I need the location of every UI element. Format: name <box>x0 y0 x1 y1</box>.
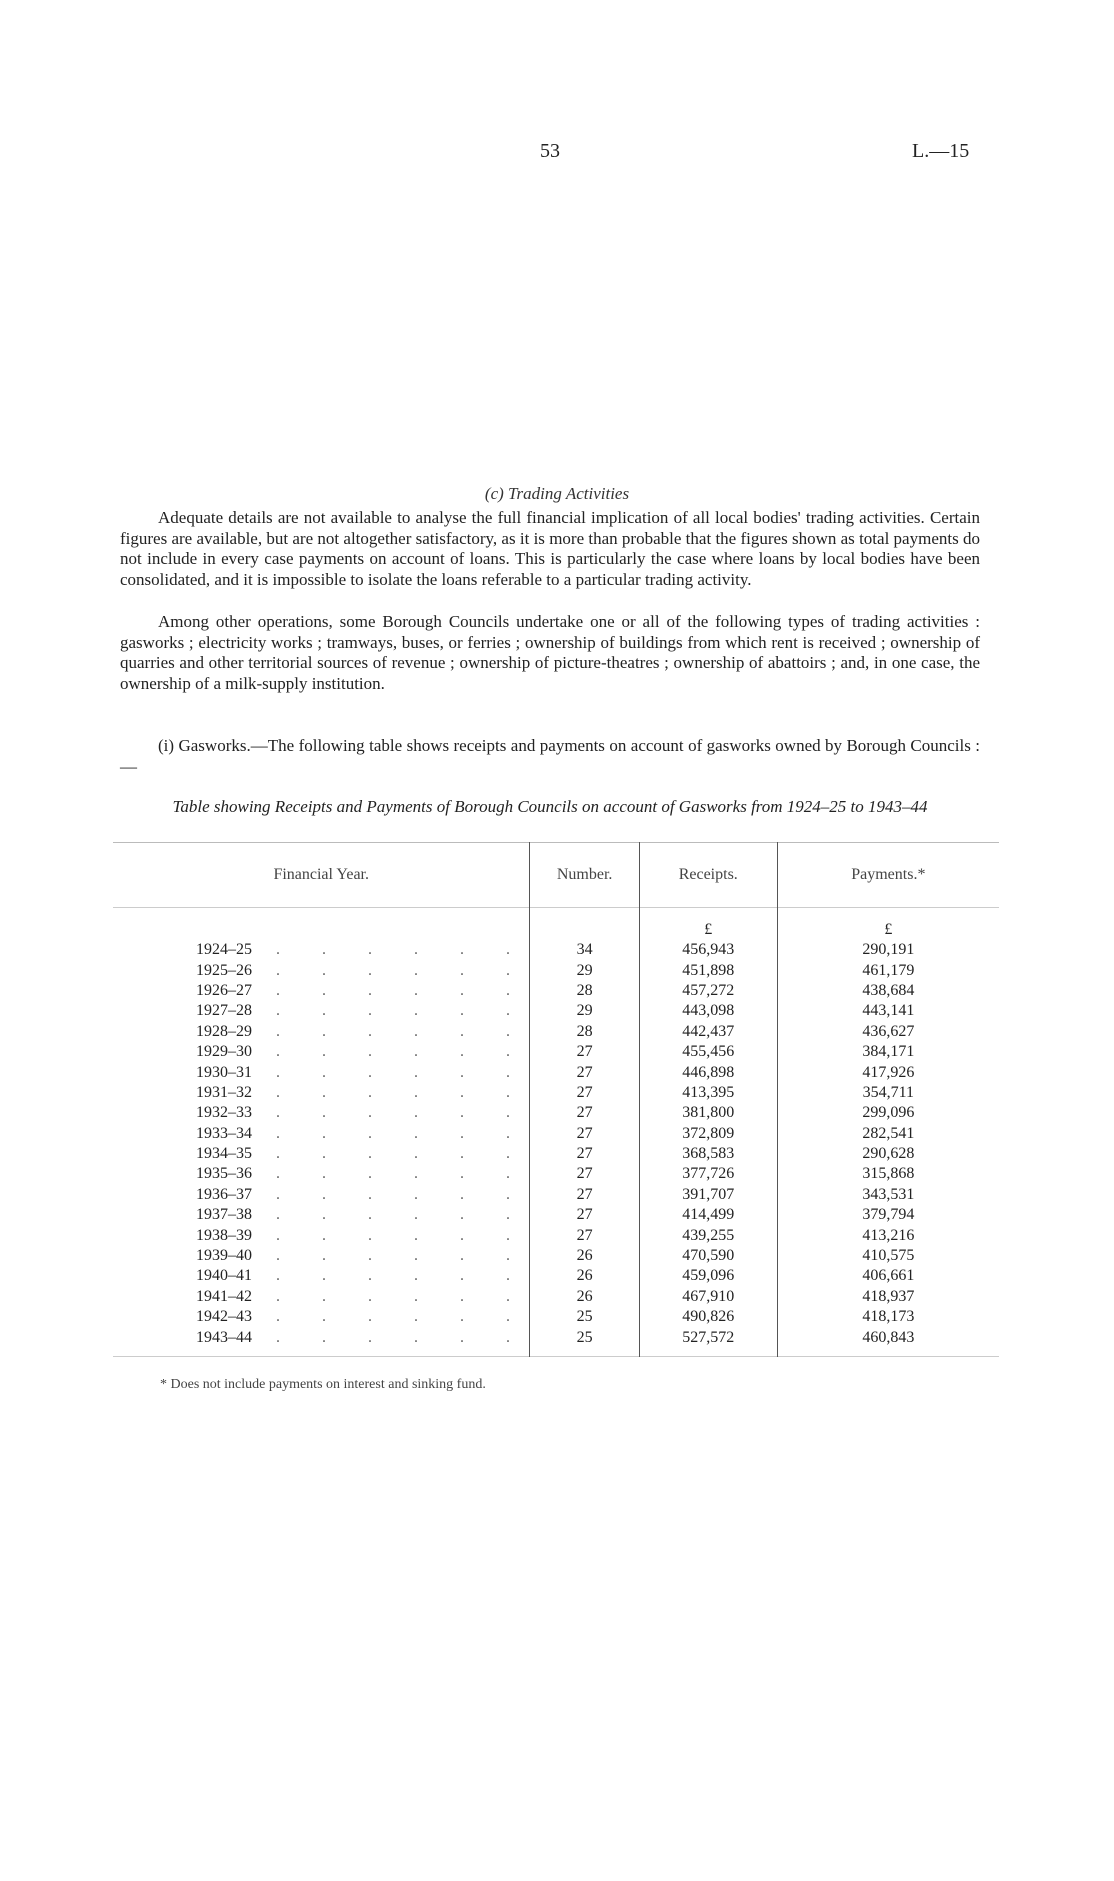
header-financial-year: Financial Year. <box>273 866 369 883</box>
leader-dots: . . . . . . <box>276 1287 514 1305</box>
cell-receipts: 527,572 <box>639 1327 777 1356</box>
table-row <box>113 981 999 1001</box>
leader-dots: . . . . . . <box>276 1002 514 1020</box>
cell-payments: 418,937 <box>777 1287 999 1307</box>
year-label: 1943–44 <box>196 1328 252 1346</box>
leader-dots: . . . . . . <box>276 961 514 979</box>
table-row <box>113 1083 999 1103</box>
year-label: 1924–25 <box>196 941 252 959</box>
year-label: 1932–33 <box>196 1104 252 1122</box>
cell-number: 27 <box>530 1083 639 1103</box>
cell-number: 27 <box>530 1225 639 1245</box>
table-row <box>113 1144 999 1164</box>
cell-receipts: 459,096 <box>639 1266 777 1286</box>
leader-dots: . . . . . . <box>276 1022 514 1040</box>
cell-payments: 384,171 <box>777 1042 999 1062</box>
cell-receipts: 443,098 <box>639 1001 777 1021</box>
cell-payments: 379,794 <box>777 1205 999 1225</box>
cell-year <box>113 981 530 1001</box>
cell-payments: 413,216 <box>777 1225 999 1245</box>
year-label: 1928–29 <box>196 1022 252 1040</box>
year-label: 1935–36 <box>196 1165 252 1183</box>
cell-number: 27 <box>530 1205 639 1225</box>
cell-receipts: 414,499 <box>639 1205 777 1225</box>
year-label: 1941–42 <box>196 1287 252 1305</box>
cell-year <box>113 1022 530 1042</box>
table-row <box>113 1287 999 1307</box>
cell-year <box>113 1327 530 1356</box>
cell-receipts: 372,809 <box>639 1124 777 1144</box>
leader-dots: . . . . . . <box>276 1226 514 1244</box>
cell-number: 29 <box>530 1001 639 1021</box>
paragraph-adequate-details: Adequate details are not available to analyse the full financial implication of all local bodies' trading activities. Certain figures are available, but are not altogether satisfactory, as it is more than probable that the figures shown as total payments do not include in every case payments on account of loans. This is particularly the case where loans by local bodies have been consolidated, and it is impossible to isolate the loans referable to a particular trading activity. <box>120 508 980 589</box>
cell-receipts: 439,255 <box>639 1225 777 1245</box>
leader-dots: . . . . . . <box>276 1145 514 1163</box>
units-row <box>113 908 999 941</box>
year-label: 1933–34 <box>196 1124 252 1142</box>
cell-receipts: 490,826 <box>639 1307 777 1327</box>
cell-payments: 299,096 <box>777 1103 999 1123</box>
table-header-row <box>113 843 999 908</box>
cell-year <box>113 1185 530 1205</box>
leader-dots: . . . . . . <box>276 1104 514 1122</box>
table-row <box>113 960 999 980</box>
cell-receipts: 467,910 <box>639 1287 777 1307</box>
header-receipts: Receipts. <box>639 843 777 908</box>
table-row <box>113 1022 999 1042</box>
cell-number: 27 <box>530 1042 639 1062</box>
cell-payments: 417,926 <box>777 1062 999 1082</box>
year-label: 1926–27 <box>196 981 252 999</box>
cell-payments: 406,661 <box>777 1266 999 1286</box>
table-row <box>113 1246 999 1266</box>
cell-receipts: 455,456 <box>639 1042 777 1062</box>
cell-number: 27 <box>530 1124 639 1144</box>
year-label: 1934–35 <box>196 1145 252 1163</box>
leader-dots: . . . . . . <box>276 1206 514 1224</box>
year-label: 1938–39 <box>196 1226 252 1244</box>
year-label: 1931–32 <box>196 1083 252 1101</box>
year-label: 1942–43 <box>196 1308 252 1326</box>
leader-dots: . . . . . . <box>276 1043 514 1061</box>
cell-number: 27 <box>530 1103 639 1123</box>
cell-year <box>113 1124 530 1144</box>
page-reference: L.—15 <box>912 140 970 162</box>
cell-year <box>113 1042 530 1062</box>
cell-number: 27 <box>530 1185 639 1205</box>
leader-dots: . . . . . . <box>276 941 514 959</box>
cell-number: 25 <box>530 1327 639 1356</box>
gasworks-table <box>113 842 999 1358</box>
table-row <box>113 1062 999 1082</box>
table-body <box>113 908 999 1357</box>
table-row <box>113 1205 999 1225</box>
cell-receipts: 470,590 <box>639 1246 777 1266</box>
leader-dots: . . . . . . <box>276 1165 514 1183</box>
page-number: 53 <box>540 140 560 162</box>
cell-receipts: 381,800 <box>639 1103 777 1123</box>
cell-year <box>113 1144 530 1164</box>
table-row <box>113 1001 999 1021</box>
header-payments: Payments.* <box>777 843 999 908</box>
table-row <box>113 1124 999 1144</box>
cell-receipts: 457,272 <box>639 981 777 1001</box>
year-label: 1927–28 <box>196 1002 252 1020</box>
table-caption: Table showing Receipts and Payments of Borough Councils on account of Gasworks from 1924–25 to 1943–44 <box>172 797 928 816</box>
cell-payments: 282,541 <box>777 1124 999 1144</box>
table-row <box>113 940 999 960</box>
cell-year <box>113 1287 530 1307</box>
cell-year <box>113 1164 530 1184</box>
leader-dots: . . . . . . <box>276 1308 514 1326</box>
receipts-unit: £ <box>639 908 777 941</box>
table-row <box>113 1327 999 1356</box>
cell-year <box>113 1083 530 1103</box>
payments-unit: £ <box>777 908 999 941</box>
cell-year <box>113 1103 530 1123</box>
cell-receipts: 368,583 <box>639 1144 777 1164</box>
cell-payments: 354,711 <box>777 1083 999 1103</box>
table-row <box>113 1225 999 1245</box>
table-row <box>113 1042 999 1062</box>
cell-payments: 418,173 <box>777 1307 999 1327</box>
cell-year <box>113 960 530 980</box>
leader-dots: . . . . . . <box>276 1083 514 1101</box>
cell-number: 29 <box>530 960 639 980</box>
year-label: 1930–31 <box>196 1063 252 1081</box>
leader-dots: . . . . . . <box>276 1247 514 1265</box>
leader-dots: . . . . . . <box>276 1328 514 1346</box>
cell-payments: 443,141 <box>777 1001 999 1021</box>
cell-number: 28 <box>530 1022 639 1042</box>
table-row <box>113 1307 999 1327</box>
cell-number: 26 <box>530 1246 639 1266</box>
header-number: Number. <box>530 843 639 908</box>
table-row <box>113 1103 999 1123</box>
cell-payments: 460,843 <box>777 1327 999 1356</box>
cell-year <box>113 1246 530 1266</box>
leader-dots: . . . . . . <box>276 981 514 999</box>
cell-receipts: 413,395 <box>639 1083 777 1103</box>
leader-dots: . . . . . . <box>276 1267 514 1285</box>
cell-number: 27 <box>530 1062 639 1082</box>
cell-year <box>113 1062 530 1082</box>
cell-year <box>113 940 530 960</box>
cell-year <box>113 1307 530 1327</box>
table-row <box>113 1164 999 1184</box>
table-row <box>113 1185 999 1205</box>
cell-number: 26 <box>530 1287 639 1307</box>
cell-receipts: 391,707 <box>639 1185 777 1205</box>
leader-dots: . . . . . . <box>276 1185 514 1203</box>
year-label: 1937–38 <box>196 1206 252 1224</box>
cell-payments: 436,627 <box>777 1022 999 1042</box>
year-label: 1940–41 <box>196 1267 252 1285</box>
cell-number: 26 <box>530 1266 639 1286</box>
cell-number: 34 <box>530 940 639 960</box>
year-label: 1925–26 <box>196 961 252 979</box>
year-label: 1929–30 <box>196 1043 252 1061</box>
leader-dots: . . . . . . <box>276 1063 514 1081</box>
cell-number: 25 <box>530 1307 639 1327</box>
cell-year <box>113 1225 530 1245</box>
year-label: 1936–37 <box>196 1185 252 1203</box>
cell-receipts: 377,726 <box>639 1164 777 1184</box>
cell-receipts: 456,943 <box>639 940 777 960</box>
cell-payments: 290,628 <box>777 1144 999 1164</box>
table-footnote: * Does not include payments on interest and sinking fund. <box>160 1377 486 1392</box>
cell-number: 27 <box>530 1144 639 1164</box>
cell-year <box>113 1266 530 1286</box>
cell-number: 27 <box>530 1164 639 1184</box>
year-label: 1939–40 <box>196 1247 252 1265</box>
cell-payments: 290,191 <box>777 940 999 960</box>
cell-receipts: 446,898 <box>639 1062 777 1082</box>
cell-payments: 315,868 <box>777 1164 999 1184</box>
cell-payments: 461,179 <box>777 960 999 980</box>
paragraph-gasworks-intro: (i) Gasworks.—The following table shows receipts and payments on account of gasworks owned by Borough Councils :— <box>120 736 980 776</box>
paragraph-other-operations: Among other operations, some Borough Councils undertake one or all of the following types of trading activities : gasworks ; electricity works ; tramways, buses, or ferries ; ownership of buildings from which rent is received ; ownership of quarries and other territorial sources of revenue ; ownership of picture-theatres ; ownership of abattoirs ; and, in one case, the ownership of a milk-supply institution. <box>120 612 980 693</box>
table-row <box>113 1266 999 1286</box>
cell-receipts: 451,898 <box>639 960 777 980</box>
cell-payments: 343,531 <box>777 1185 999 1205</box>
cell-receipts: 442,437 <box>639 1022 777 1042</box>
cell-number: 28 <box>530 981 639 1001</box>
cell-year <box>113 1001 530 1021</box>
cell-year <box>113 1205 530 1225</box>
cell-payments: 438,684 <box>777 981 999 1001</box>
cell-payments: 410,575 <box>777 1246 999 1266</box>
leader-dots: . . . . . . <box>276 1124 514 1142</box>
section-heading: (c) Trading Activities <box>484 484 630 503</box>
